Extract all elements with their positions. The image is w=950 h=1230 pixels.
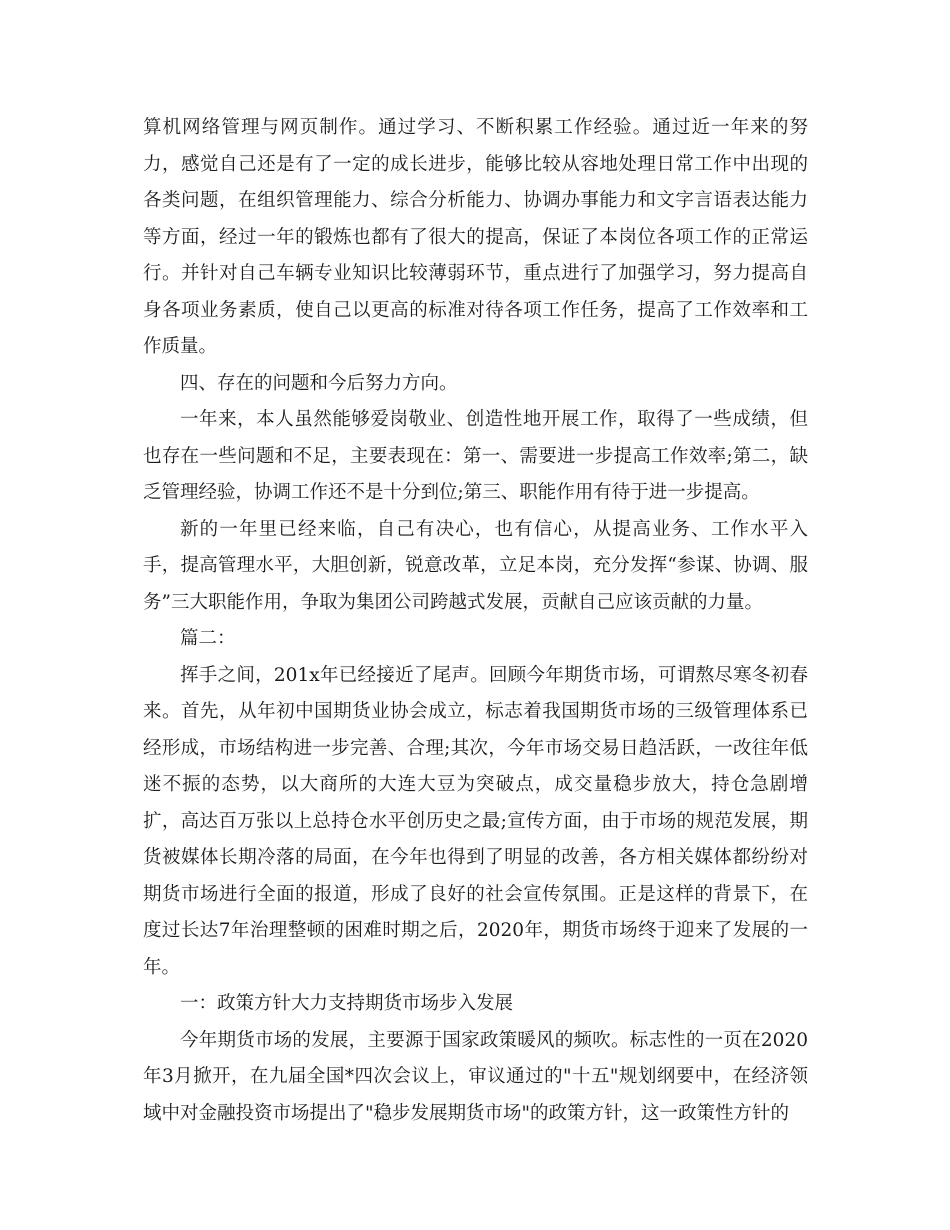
paragraph-new-year: 新的一年里已经来临，自己有决心，也有信心，从提高业务、工作水平入手，提高管理水平，大胆创新，锐意改革，立足本岗，充分发挥“参谋、协调、服务”三大职能作用，争取为集团公司跨越式发展，贡献自己应该贡献的力量。	[143, 518, 808, 613]
paragraph-policy: 今年期货市场的发展，主要源于国家政策暖风的频吹。标志性的一页在2020年3月掀开，在九届全国*四次会议上，审议通过的"十五"规划纲要中，在经济领域中对金融投资市场提出了"稳步发展期货市场"的政策方针，这一政策性方针的	[143, 1029, 808, 1124]
section-heading-problems: 四、存在的问题和今后努力方向。	[180, 372, 458, 394]
paragraph-continuation: 算机网络管理与网页制作。通过学习、不断积累工作经验。通过近一年来的努力，感觉自己还是有了一定的成长进步，能够比较从容地处理日常工作中出现的各类问题，在组织管理能力、综合分析能力、协调办事能力和文字言语表达能力等方面，经过一年的锻炼也都有了很大的提高，保证了本岗位各项工作的正常运行。并针对自己车辆专业知识比较薄弱环节，重点进行了加强学习，努力提高自身各项业务素质，使自己以更高的标准对待各项工作任务，提高了工作效率和工作质量。	[143, 117, 808, 357]
document-body	[143, 110, 808, 1132]
section-heading-policy: 一：政策方针大力支持期货市场步入发展	[180, 993, 514, 1014]
paragraph-problems: 一年来，本人虽然能够爱岗敬业、创造性地开展工作，取得了一些成绩，但也存在一些问题和不足，主要表现在：第一、需要进一步提高工作效率;第二，缺乏管理经验，协调工作还不是十分到位;第三、职能作用有待于进一步提高。	[143, 409, 808, 503]
section-heading-part-two: 篇二：	[180, 628, 236, 649]
paragraph-market-review: 挥手之间，201x年已经接近了尾声。回顾今年期货市场，可谓熬尽寒冬初春来。首先，从年初中国期货业协会成立，标志着我国期货市场的三级管理体系已经形成，市场结构进一步完善、合理;其次，今年市场交易日趋活跃，一改往年低迷不振的态势，以大商所的大连大豆为突破点，成交量稳步放大，持仓急剧增扩，高达百万张以上总持仓水平创历史之最;宣传方面，由于市场的规范发展，期货被媒体长期冷落的局面，在今年也得到了明显的改善，各方相关媒体都纷纷对期货市场进行全面的报道，形成了良好的社会宣传氛围。正是这样的背景下，在度过长达7年治理整顿的困难时期之后，2020年，期货市场终于迎来了发展的一年。	[143, 664, 808, 978]
